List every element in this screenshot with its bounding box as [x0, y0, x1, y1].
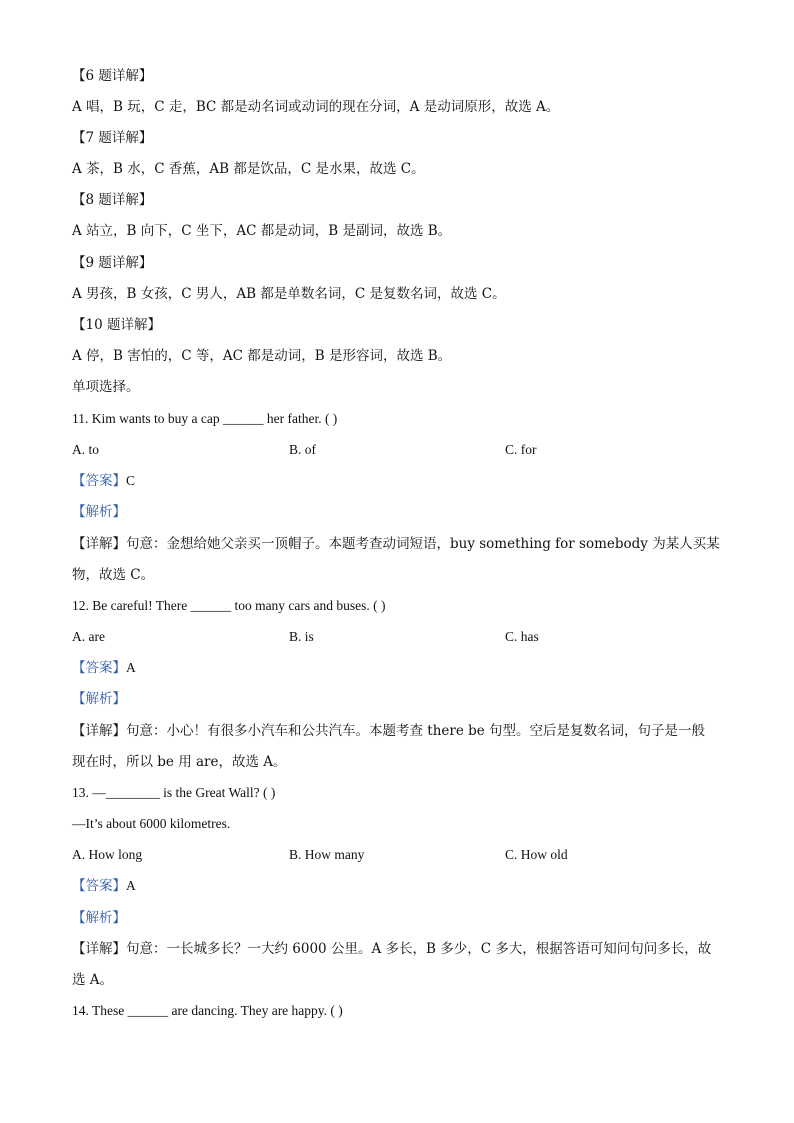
- q11-detail-line-2: 物，故选 C。: [72, 567, 155, 583]
- q10-explanation: A 停，B 害怕的，C 等，AC 都是动词，B 是形容词，故选 B。: [72, 348, 452, 364]
- q8-heading: 【8 题详解】: [72, 192, 153, 208]
- q12-detail-line-2: 现在时，所以 be 用 are，故选 A。: [72, 754, 287, 770]
- q11-detail-line-1: [72, 535, 734, 553]
- detail-tag: 【详解】: [72, 941, 126, 957]
- q13-option-c: C. How old: [505, 847, 568, 862]
- q7-explanation: A 茶，B 水，C 香蕉，AB 都是饮品，C 是水果，故选 C。: [72, 161, 425, 177]
- q6-heading: 【6 题详解】: [72, 68, 153, 84]
- q12-option-a: A. are: [72, 629, 105, 644]
- q12-detail-line-1: [72, 722, 734, 740]
- q11-answer-line: [72, 472, 734, 490]
- q12-answer-line: [72, 659, 734, 677]
- q12-analysis-tag: 【解析】: [72, 691, 126, 707]
- q11-option-a: A. to: [72, 442, 99, 457]
- q13-detail-line-1: [72, 940, 734, 958]
- q12-option-b: B. is: [289, 629, 314, 644]
- q11-option-b: B. of: [289, 442, 316, 457]
- q12-option-c: C. has: [505, 629, 539, 644]
- answer-tag: 【答案】: [72, 660, 126, 676]
- q11-answer: C: [126, 473, 136, 488]
- q11-detail-text: 句意：金想给她父亲买一顶帽子。本题考查动词短语，buy something for somebody 为某人买某: [126, 536, 720, 552]
- q10-heading: 【10 题详解】: [72, 317, 161, 333]
- q7-heading: 【7 题详解】: [72, 130, 153, 146]
- detail-tag: 【详解】: [72, 723, 126, 739]
- q12-detail-text: 句意：小心！有很多小汽车和公共汽车。本题考查 there be 句型。空后是复数名词，句子是一般: [126, 723, 706, 739]
- q11-stem: 11. Kim wants to buy a cap ______ her father. ( ): [72, 411, 338, 426]
- q13-analysis-tag: 【解析】: [72, 910, 126, 926]
- q13-detail-text: 句意：一长城多长？一大约 6000 公里。A 多长，B 多少，C 多大，根据答语可知问句问多长，故: [126, 941, 712, 957]
- answer-tag: 【答案】: [72, 473, 126, 489]
- q13-stem: 13. —________ is the Great Wall? ( ): [72, 785, 276, 800]
- q14-stem: 14. These ______ are dancing. They are happy. ( ): [72, 1003, 343, 1018]
- q8-explanation: A 站立，B 向下，C 坐下，AC 都是动词，B 是副词，故选 B。: [72, 223, 452, 239]
- q9-heading: 【9 题详解】: [72, 255, 153, 271]
- q13-detail-line-2: 选 A。: [72, 972, 114, 988]
- section-title: 单项选择。: [72, 379, 140, 395]
- q11-analysis-tag: 【解析】: [72, 504, 126, 520]
- answer-tag: 【答案】: [72, 878, 126, 894]
- q13-answer: A: [126, 878, 136, 893]
- q12-answer: A: [126, 660, 136, 675]
- q6-explanation: A 唱，B 玩，C 走，BC 都是动名词或动词的现在分词，A 是动词原形，故选 A。: [72, 99, 560, 115]
- q9-explanation: A 男孩，B 女孩，C 男人，AB 都是单数名词，C 是复数名词，故选 C。: [72, 286, 506, 302]
- q13-stem-reply: —It’s about 6000 kilometres.: [72, 816, 231, 831]
- q13-option-b: B. How many: [289, 847, 365, 862]
- q13-option-a: A. How long: [72, 847, 143, 862]
- q13-answer-line: [72, 877, 734, 895]
- q11-option-c: C. for: [505, 442, 537, 457]
- detail-tag: 【详解】: [72, 536, 126, 552]
- q12-stem: 12. Be careful! There ______ too many cars and buses. ( ): [72, 598, 386, 613]
